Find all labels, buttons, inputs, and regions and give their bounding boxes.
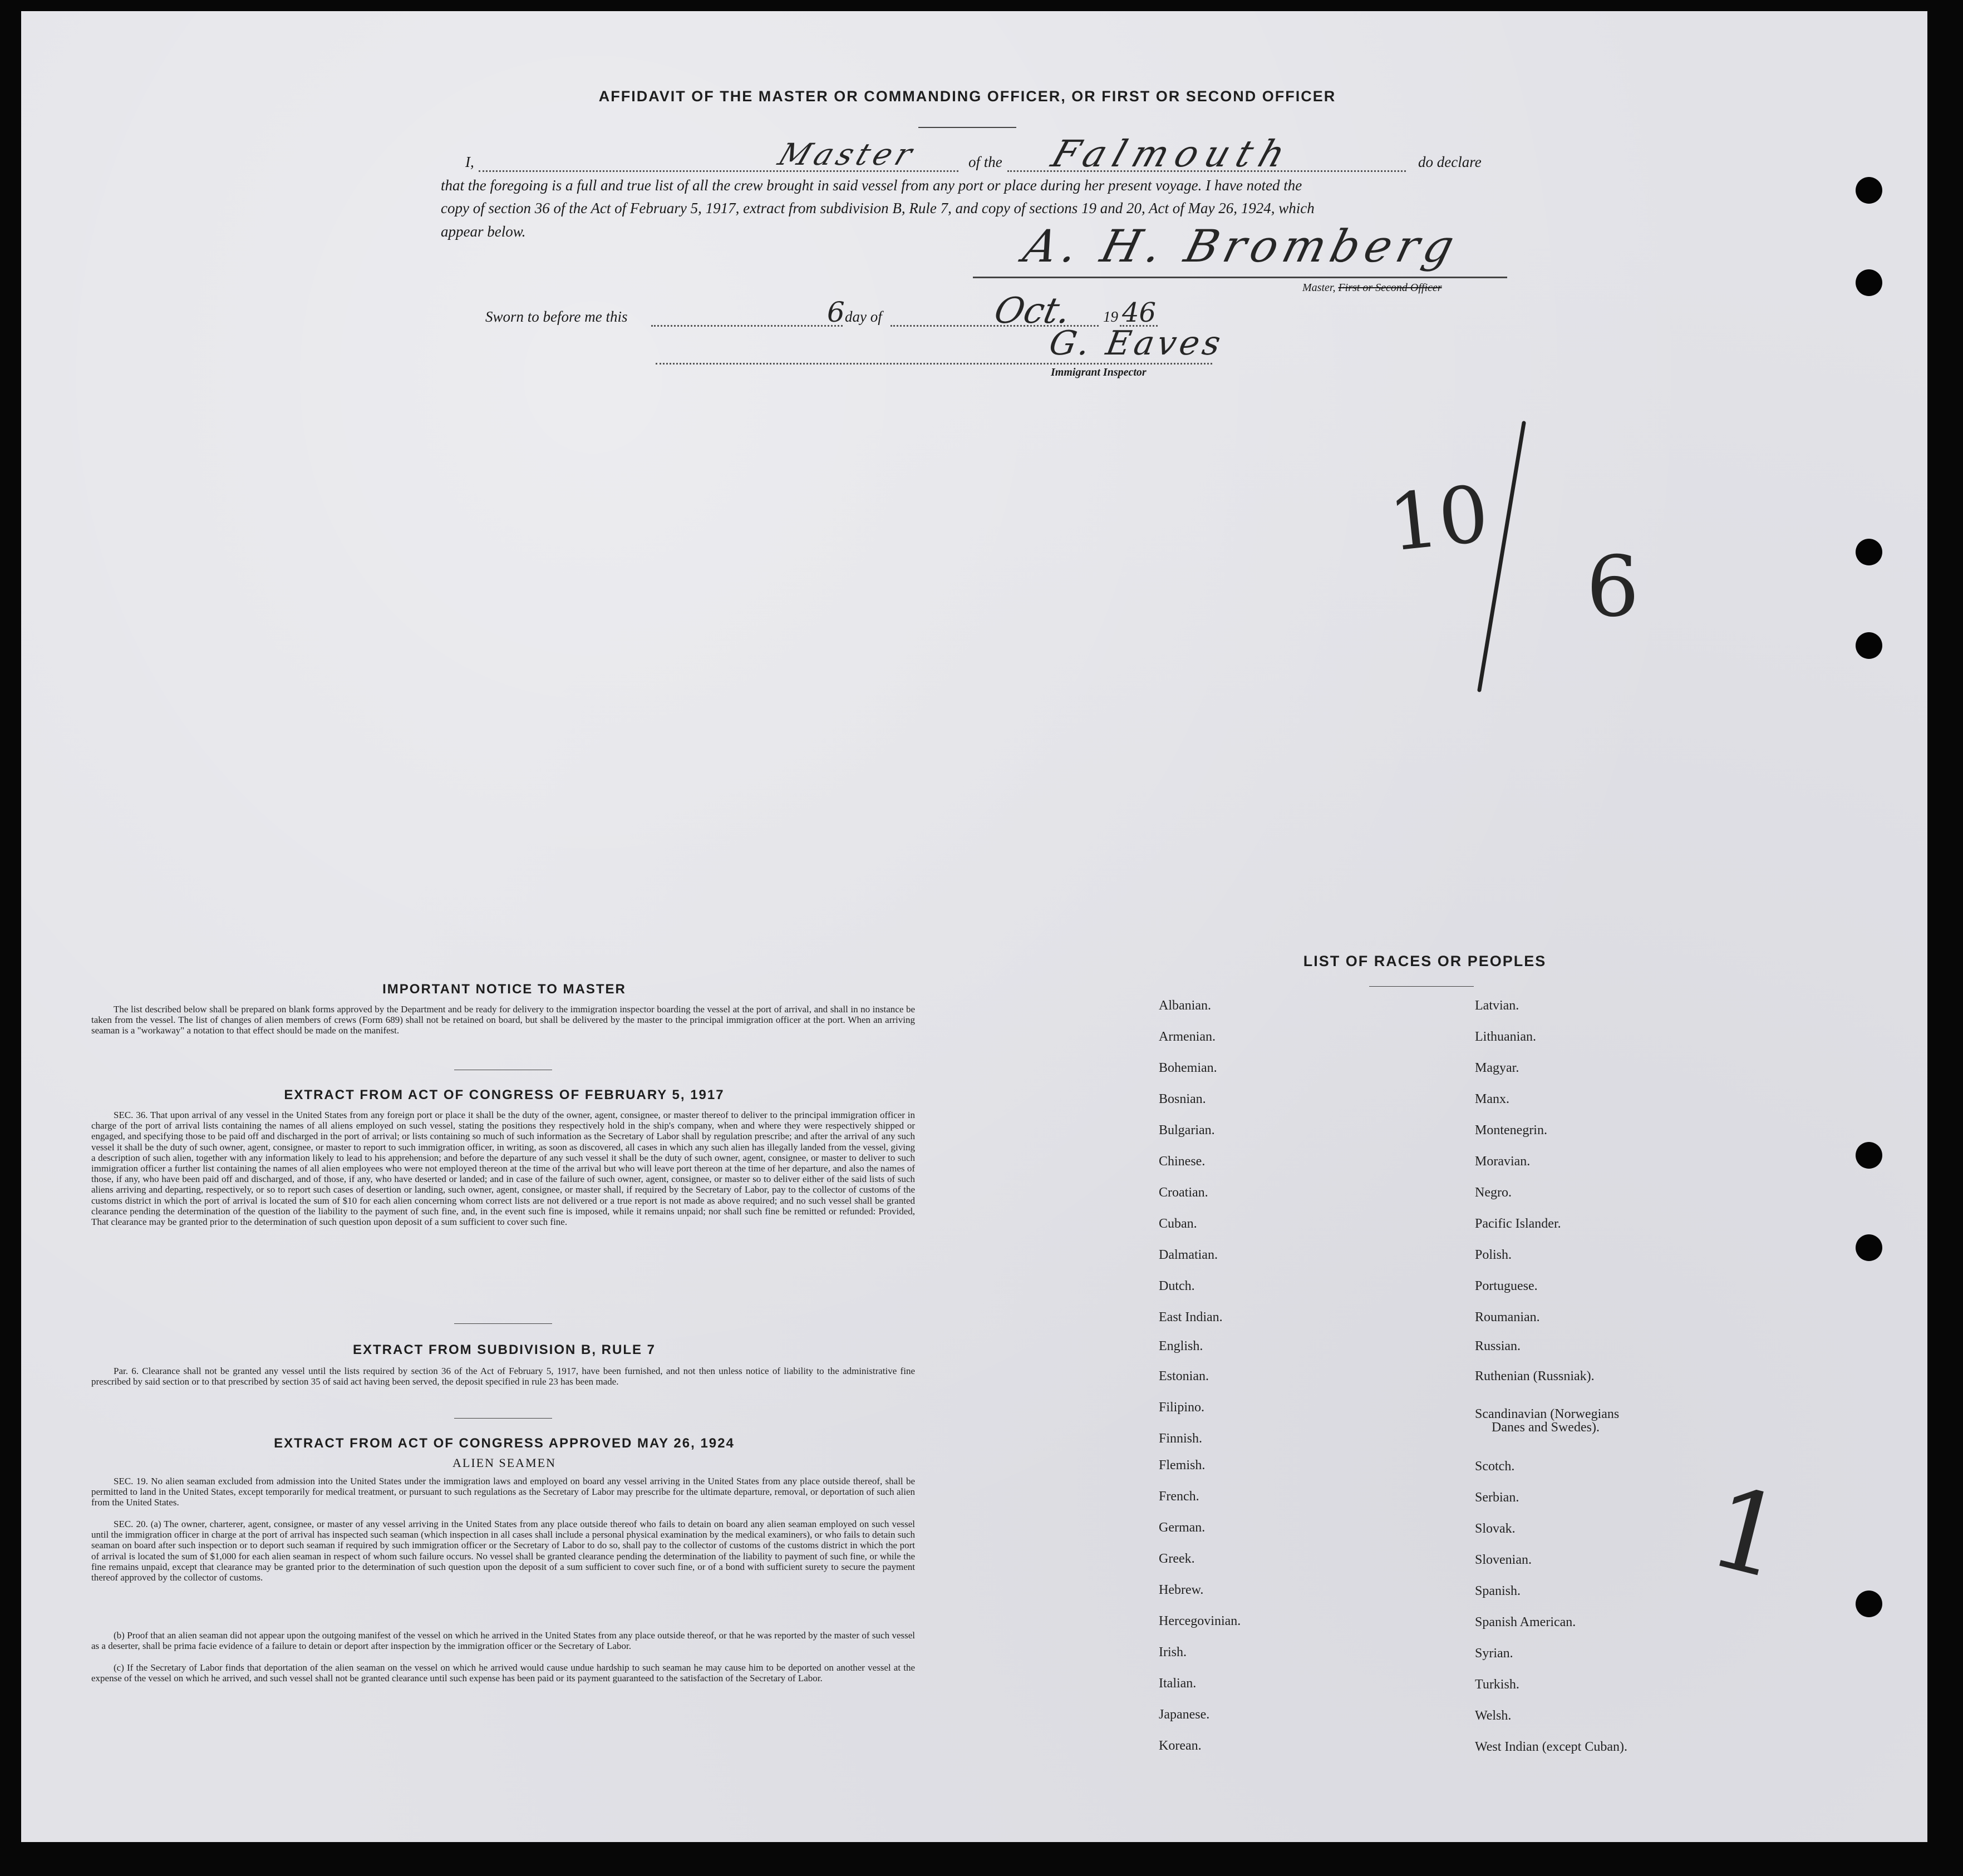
races-title: LIST OF RACES OR PEOPLES bbox=[1303, 953, 1547, 969]
race-right: Moravian. bbox=[1475, 1154, 1531, 1169]
handwritten-fraction-bottom: 6 bbox=[1586, 539, 1640, 636]
race-right: Magyar. bbox=[1475, 1061, 1519, 1075]
race-right: Manx. bbox=[1475, 1092, 1509, 1106]
race-right: Ruthenian (Russniak). bbox=[1475, 1369, 1595, 1383]
sec20a-body: SEC. 20. (a) The owner, charterer, agent, consignee, or master of any vessel arriving in the United States from any place outside thereof who fails to detain on board any alien seaman employed on such vessel until the immigration officer in charge at the port of arrival has inspected such seaman (which inspection in all cases shall include a personal physical examination by the medical examiners), or who fails to detain such seaman on board after such inspection or to deport such seaman if required by such immigration officer or the Secretary of Labor to do so, shall pay to the collector of customs of the customs district in which the port of arrival is located the sum of $1,000 for each alien seaman in respect of whom such failure occurs. No vessel shall be granted clearance pending the determination of the liability to payment of such fine, or while the fine remains unpaid, except that clearance may be granted prior to the determination of such question upon the deposit of a sum sufficient to cover such fine, or of a bond with sufficient surety to secure the payment thereof approved by the collector of customs. bbox=[91, 1519, 915, 1583]
handwritten-month: Oct. bbox=[991, 290, 1075, 332]
sworn-day-line bbox=[651, 325, 843, 327]
sec20b-body: (b) Proof that an alien seaman did not appear upon the outgoing manifest of the vessel on which he arrived in the United States from any place outside thereof, or that he was reported by the master of such vessel as a deserter, shall be prima facie evidence of a failure to detain or deport after inspection by the immigration officer or the Secretary of Labor. bbox=[91, 1630, 915, 1652]
sec20c-body: (c) If the Secretary of Labor finds that deportation of the alien seaman on the vessel on which he arrived would cause undue hardship to such seaman he may cause him to be deported on another vessel at the expense of the vessel on which he arrived, and such vessel shall not be granted clearance until such expense has been paid or its payment guaranteed to the satisfaction of the Secretary of Labor. bbox=[91, 1662, 915, 1684]
race-left: Greek. bbox=[1159, 1552, 1195, 1566]
handwritten-fraction-top: 10 bbox=[1384, 469, 1493, 569]
race-right: Syrian. bbox=[1475, 1646, 1513, 1661]
rule7-title: EXTRACT FROM SUBDIVISION B, RULE 7 bbox=[352, 1342, 656, 1357]
race-right: Polish. bbox=[1475, 1248, 1512, 1262]
master-caption: Master, bbox=[1302, 282, 1336, 294]
race-left: Hercegovinian. bbox=[1159, 1614, 1241, 1628]
race-right: Portuguese. bbox=[1475, 1279, 1538, 1293]
year-prefix: 19 bbox=[1103, 308, 1118, 325]
handwritten-fraction-slash bbox=[1469, 412, 1536, 701]
affidavit-line-4: appear below. bbox=[441, 223, 526, 240]
sec19-body: SEC. 19. No alien seaman excluded from admission into the United States under the immigration laws and employed on board any vessel arriving in the United States from any place outside thereof, shall be permitted to land in the United States, except temporarily for medical treatment, or pursuant to such regulations as the Secretary of Labor may prescribe for the ultimate departure, removal, or deportation of such alien from the United States. bbox=[91, 1476, 915, 1508]
race-right: Scotch. bbox=[1475, 1459, 1515, 1474]
race-right: Negro. bbox=[1475, 1185, 1512, 1200]
race-left: Bulgarian. bbox=[1159, 1123, 1215, 1138]
race-right: Montenegrin. bbox=[1475, 1123, 1547, 1138]
handwritten-role: Master bbox=[774, 137, 922, 172]
notice-body: The list described below shall be prepared on blank forms approved by the Department and be ready for delivery to the immigration inspector boarding the vessel at the port of arrival, and shall in no instance be taken from the vessel. The list of changes of alien members of crews (Form 689) shall not be retained on board, but shall be delivered by the master to the principal immigration officer at the port. When an arriving seaman is a "workaway" a notation to that effect should be made on the manifest. bbox=[91, 1004, 915, 1036]
inspector-line bbox=[656, 363, 1212, 365]
race-right: Russian. bbox=[1475, 1339, 1521, 1353]
race-left: English. bbox=[1159, 1339, 1203, 1353]
race-right: Pacific Islander. bbox=[1475, 1217, 1561, 1231]
affidavit-line-3: copy of section 36 of the Act of February 5, 1917, extract from subdivision B, Rule 7, and copy of sections 19 and 20, Act of May 26, 1924, which bbox=[441, 200, 1315, 216]
do-declare-label: do declare bbox=[1418, 154, 1482, 170]
race-right: West Indian (except Cuban). bbox=[1475, 1740, 1627, 1754]
rule7-divider bbox=[454, 1418, 552, 1419]
race-left: French. bbox=[1159, 1489, 1199, 1504]
race-right: Scandinavian (Norwegians bbox=[1475, 1407, 1620, 1421]
punch-hole bbox=[1856, 1142, 1882, 1169]
notice-title: IMPORTANT NOTICE TO MASTER bbox=[382, 982, 626, 997]
race-right: Lithuanian. bbox=[1475, 1030, 1536, 1044]
affidavit-title: AFFIDAVIT OF THE MASTER OR COMMANDING OFFICER, OR FIRST OR SECOND OFFICER bbox=[598, 88, 1336, 105]
signature-line bbox=[973, 277, 1507, 278]
handwritten-day: 6 bbox=[827, 296, 845, 328]
race-left: Italian. bbox=[1159, 1676, 1197, 1691]
race-left: Flemish. bbox=[1159, 1458, 1206, 1473]
race-left: German. bbox=[1159, 1520, 1206, 1535]
race-left: Hebrew. bbox=[1159, 1583, 1204, 1597]
punch-hole bbox=[1856, 177, 1882, 204]
race-left: Korean. bbox=[1159, 1739, 1202, 1753]
handwritten-tally: 1 bbox=[1698, 1461, 1798, 1605]
race-right: Slovenian. bbox=[1475, 1553, 1532, 1567]
race-left: East Indian. bbox=[1159, 1310, 1223, 1324]
race-right: Danes and Swedes). bbox=[1492, 1420, 1600, 1435]
race-left: Japanese. bbox=[1159, 1707, 1210, 1722]
title-divider bbox=[918, 127, 1016, 128]
race-right: Spanish American. bbox=[1475, 1615, 1576, 1629]
extract-1917-title: EXTRACT FROM ACT OF CONGRESS OF FEBRUARY 5, 1917 bbox=[284, 1087, 725, 1102]
race-left: Albanian. bbox=[1159, 998, 1211, 1013]
inspector-signature: G. Eaves bbox=[1046, 324, 1227, 363]
master-signature: A. H. Bromberg bbox=[1019, 220, 1465, 272]
affidavit-i-label: I, bbox=[465, 154, 474, 170]
struck-officer-caption: First or Second Officer bbox=[1338, 282, 1442, 294]
race-left: Finnish. bbox=[1159, 1431, 1203, 1446]
punch-hole bbox=[1856, 539, 1882, 565]
race-left: Armenian. bbox=[1159, 1030, 1216, 1044]
punch-hole bbox=[1856, 1234, 1882, 1261]
race-left: Bosnian. bbox=[1159, 1092, 1206, 1106]
race-left: Filipino. bbox=[1159, 1400, 1205, 1415]
punch-hole bbox=[1856, 269, 1882, 296]
race-left: Estonian. bbox=[1159, 1369, 1209, 1383]
race-right: Turkish. bbox=[1475, 1677, 1519, 1692]
handwritten-year: 46 bbox=[1122, 297, 1157, 328]
rule7-body: Par. 6. Clearance shall not be granted any vessel until the lists required by section 36 of the Act of February 5, 1917, have been furnished, and not then unless notice of liability to the administrative fine prescribed by said section or to that prescribed by section 35 of said act having been served, the deposit specified in rule 23 has been made. bbox=[91, 1366, 915, 1387]
of-the-label: of the bbox=[968, 154, 1002, 170]
race-left: Chinese. bbox=[1159, 1154, 1206, 1169]
race-left: Dalmatian. bbox=[1159, 1248, 1218, 1262]
races-divider bbox=[1369, 986, 1474, 987]
race-left: Dutch. bbox=[1159, 1279, 1195, 1293]
day-of-label: day of bbox=[845, 308, 882, 325]
handwritten-vessel-name: Falmouth bbox=[1046, 132, 1298, 175]
race-left: Bohemian. bbox=[1159, 1061, 1217, 1075]
race-right: Welsh. bbox=[1475, 1708, 1512, 1723]
extract-1917-body: SEC. 36. That upon arrival of any vessel in the United States from any foreign port or place it shall be the duty of the owner, agent, consignee, or master thereof to deliver to the principal immigration officer in charge of the port of arrival lists containing the names of all aliens employed on such vessel, stating the positions they respectively hold in the ship's company, when and where they were respectively shipped or engaged, and specifying those to be paid off and discharged in the port of arrival; or lists containing so much of such information as the Secretary of Labor shall by regulation prescribe; and after the arrival of any such vessel it shall be the duty of such owner, agent, consignee, or master to report to such immigration officer, in writing, as soon as discovered, all cases in which any such alien has illegally landed from the vessel, giving a description of such alien, together with any information likely to lead to his apprehension; and before the departure of any such vessel it shall be the duty of such owner, agent, consignee, or master to deliver to such immigration officer a further list containing the names of all alien employees who were not employed thereon at the time of the arrival but who will leave port thereon at the time of her departure, and also the names of those, if any, who have been paid off and discharged, and of those, if any, who have deserted or landed; and in case of the failure of such owner, agent, consignee, or master so to deliver either of the said lists of such aliens arriving and departing, respectively, or so to report such cases of desertion or landing, such owner, agent, consignee, or master shall, if required by the Secretary of Labor, pay to the collector of customs of the customs district in which the port of arrival is located the sum of $10 for each alien concerning whom correct lists are not delivered or a true report is not made as above required; and no such vessel shall be granted clearance pending the determination of the question of the liability to the payment of such fine, and, in the event such fine is imposed, while it remains unpaid; nor shall such fine be remitted or refunded: Provided, That clearance may be granted prior to the determination of such question upon deposit of a sum sufficient to cover such fine. bbox=[91, 1110, 915, 1228]
race-right: Latvian. bbox=[1475, 998, 1519, 1013]
alien-seamen-subtitle: ALIEN SEAMEN bbox=[452, 1456, 556, 1470]
inspector-caption: Immigrant Inspector bbox=[1051, 366, 1147, 378]
race-right: Roumanian. bbox=[1475, 1310, 1540, 1324]
race-right: Spanish. bbox=[1475, 1584, 1521, 1598]
extract-1924-title: EXTRACT FROM ACT OF CONGRESS APPROVED MAY 26, 1924 bbox=[274, 1436, 735, 1451]
race-right: Slovak. bbox=[1475, 1522, 1516, 1536]
extract-1917-divider bbox=[454, 1323, 552, 1324]
punch-hole bbox=[1856, 1591, 1882, 1617]
race-left: Croatian. bbox=[1159, 1185, 1208, 1200]
punch-hole bbox=[1856, 632, 1882, 659]
race-right: Serbian. bbox=[1475, 1490, 1519, 1505]
affidavit-line-2: that the foregoing is a full and true list of all the crew brought in said vessel from any port or place during her present voyage. I have noted the bbox=[441, 177, 1302, 194]
signature-caption bbox=[1302, 282, 1442, 294]
sworn-label: Sworn to before me this bbox=[485, 308, 628, 325]
race-left: Irish. bbox=[1159, 1645, 1187, 1660]
race-left: Cuban. bbox=[1159, 1217, 1197, 1231]
